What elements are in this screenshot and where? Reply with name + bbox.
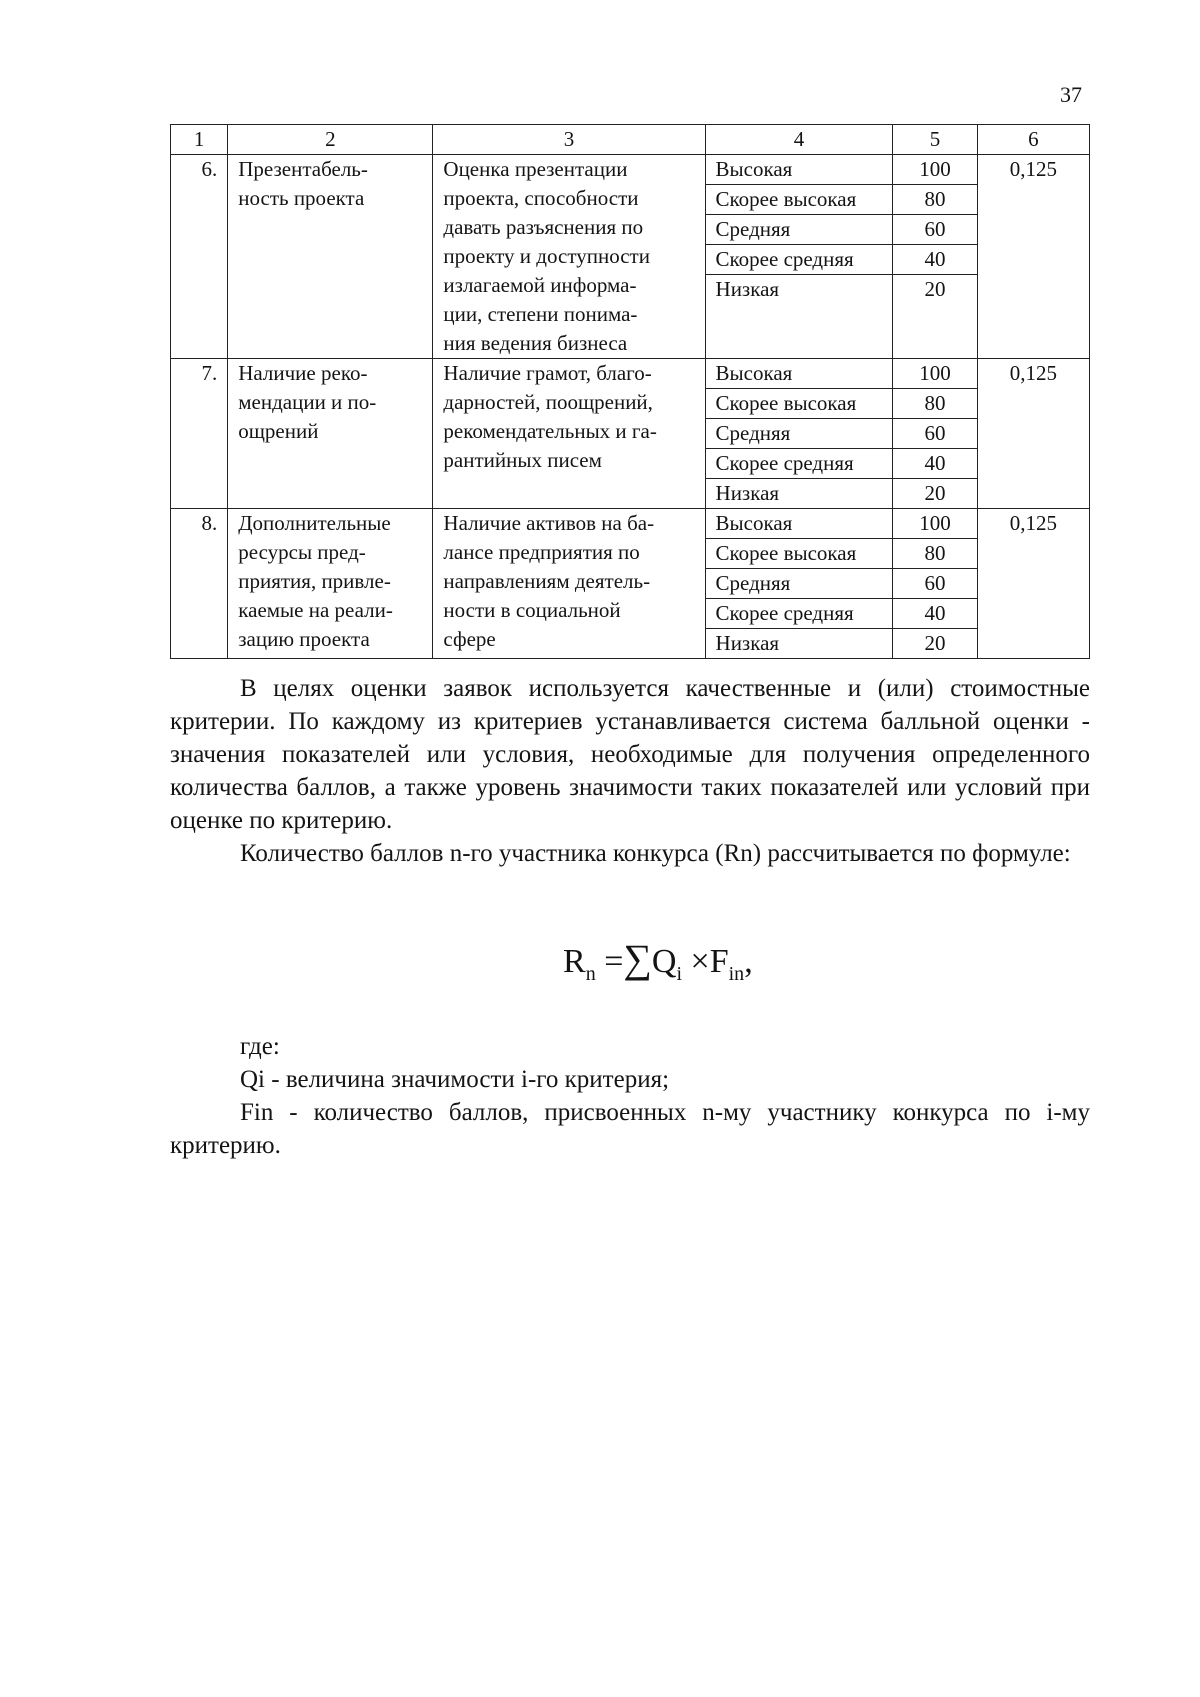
criterion-name-line: ощрений [238, 419, 319, 443]
header-cell: 5 [893, 125, 977, 155]
level-label: Высокая [705, 359, 893, 389]
criterion-description-line: рантийных писем [443, 448, 602, 472]
criterion-name-line: каемые на реали- [238, 598, 393, 622]
criterion-name-line: ность проекта [238, 186, 365, 210]
formula-q: Q [651, 943, 677, 980]
level-points: 60 [893, 215, 977, 245]
criterion-name-line: Наличие реко- [238, 361, 368, 385]
criterion-name-line: ресурсы пред- [238, 540, 366, 564]
level-points: 40 [893, 245, 977, 275]
level-label: Низкая [705, 275, 893, 359]
paragraph: В целях оценки заявок используется качественные и (или) стоимостные критерии. По каждому из критериев устанавливается система балльной оценки - значения показателей или условия, необходимые для получения определенного количества баллов, а также уровень значимости таких показателей или условий при оценке по критерию. [170, 675, 1090, 834]
level-points: 20 [893, 275, 977, 359]
criterion-description [433, 155, 705, 359]
level-label: Скорее высокая [705, 539, 893, 569]
level-label: Средняя [705, 419, 893, 449]
level-points: 40 [893, 599, 977, 629]
level-points: 100 [893, 509, 977, 539]
criterion-weight: 0,125 [977, 509, 1089, 659]
criterion-description-line: рекомендательных и га- [443, 419, 657, 443]
formula [563, 935, 753, 986]
criterion-description-line: направлениям деятель- [443, 569, 651, 593]
criterion-description-line: ции, степени понима- [443, 302, 638, 326]
level-label: Низкая [705, 479, 893, 509]
level-points: 20 [893, 479, 977, 509]
criterion-description-line: лансе предприятия по [443, 540, 640, 564]
criterion-description-line: Наличие активов на ба- [443, 511, 655, 535]
criterion-name-line: зацию проекта [238, 627, 370, 651]
header-cell: 6 [977, 125, 1089, 155]
level-label: Средняя [705, 569, 893, 599]
table-row [171, 509, 1090, 539]
table-row [171, 155, 1090, 185]
formula-times: × [690, 943, 710, 980]
criterion-description-line: Оценка презентации [443, 157, 628, 181]
level-points: 80 [893, 539, 977, 569]
definition-line: Qi - величина значимости i-го критерия; [240, 1066, 670, 1093]
sum-symbol: ∑ [623, 936, 652, 981]
definition-line: Fin - количество баллов, присвоенных n-му участнику конкурса по i-му критерию. [170, 1099, 1090, 1159]
level-points: 80 [893, 185, 977, 215]
criterion-description-line: дарностей, поощрений, [443, 390, 653, 414]
page-number: 37 [1060, 82, 1082, 107]
formula-r: R [563, 943, 586, 980]
level-label: Низкая [705, 629, 893, 659]
criterion-description-line: давать разъяснения по [443, 215, 644, 239]
level-label: Скорее средняя [705, 449, 893, 479]
criterion-name-line: Дополнительные [238, 511, 391, 535]
criterion-description-line: ния ведения бизнеса [443, 331, 628, 355]
level-points: 40 [893, 449, 977, 479]
header-cell: 2 [228, 125, 433, 155]
level-label: Скорее высокая [705, 185, 893, 215]
level-label: Высокая [705, 155, 893, 185]
table-row [171, 359, 1090, 389]
level-points: 100 [893, 359, 977, 389]
criterion-description [433, 359, 705, 509]
criterion-number: 6. [171, 155, 228, 359]
criterion-name [228, 359, 433, 509]
level-label: Средняя [705, 215, 893, 245]
criteria-table [170, 124, 1090, 659]
criterion-description-line: сфере [443, 627, 496, 651]
paragraph: Количество баллов n-го участника конкурса (Rn) рассчитывается по формуле: [240, 840, 1071, 867]
criterion-number: 7. [171, 359, 228, 509]
table-header-row [171, 125, 1090, 155]
criterion-name [228, 155, 433, 359]
level-label: Скорее высокая [705, 389, 893, 419]
formula-r-sub: n [585, 963, 596, 985]
criterion-description-line: проекта, способности [443, 186, 639, 210]
criterion-name-line: мендации и по- [238, 390, 377, 414]
criterion-description-line: проекту и доступности [443, 244, 650, 268]
formula-f-sub: in [728, 963, 745, 985]
definition-line: где: [240, 1033, 280, 1060]
header-cell: 3 [433, 125, 705, 155]
formula-f: F [709, 943, 729, 980]
criterion-description-line: Наличие грамот, благо- [443, 361, 652, 385]
criterion-name-line: Презентабель- [238, 157, 368, 181]
level-points: 60 [893, 569, 977, 599]
criterion-number: 8. [171, 509, 228, 659]
criterion-description [433, 509, 705, 659]
formula-q-sub: i [676, 963, 683, 985]
criterion-name [228, 509, 433, 659]
definitions [170, 1030, 1090, 1162]
formula-equals: = [604, 943, 624, 980]
formula-comma: , [744, 943, 753, 980]
level-label: Скорее средняя [705, 599, 893, 629]
criterion-description-line: излагаемой информа- [443, 273, 637, 297]
header-cell: 4 [705, 125, 893, 155]
level-points: 20 [893, 629, 977, 659]
body-text [170, 672, 1090, 870]
level-points: 60 [893, 419, 977, 449]
header-cell: 1 [171, 125, 228, 155]
level-label: Высокая [705, 509, 893, 539]
criterion-weight: 0,125 [977, 359, 1089, 509]
level-label: Скорее средняя [705, 245, 893, 275]
criterion-description-line: ности в социальной [443, 598, 621, 622]
criterion-name-line: приятия, привле- [238, 569, 391, 593]
level-points: 80 [893, 389, 977, 419]
criterion-weight: 0,125 [977, 155, 1089, 359]
level-points: 100 [893, 155, 977, 185]
